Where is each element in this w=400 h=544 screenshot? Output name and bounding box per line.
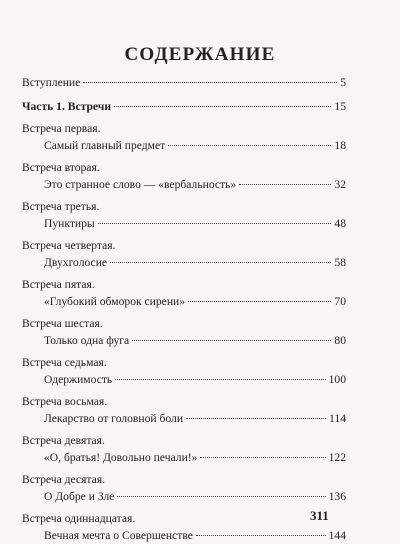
toc-meeting-heading: Встреча шестая. bbox=[22, 317, 103, 330]
toc-entry-label: Вступление bbox=[22, 76, 81, 89]
toc-meeting-title: Это странное слово — «вербальность» bbox=[44, 178, 237, 191]
spacer bbox=[22, 91, 346, 98]
toc-page-number: 80 bbox=[334, 334, 346, 347]
dot-leader bbox=[98, 223, 332, 224]
toc-meeting-entry bbox=[22, 432, 346, 466]
toc-meeting-title: Вечная мечта о Совершенстве bbox=[44, 529, 193, 542]
dot-leader bbox=[168, 145, 331, 146]
page-number: 311 bbox=[310, 508, 329, 523]
dot-leader bbox=[115, 379, 325, 380]
dot-leader bbox=[186, 418, 326, 419]
toc-page-number: 70 bbox=[334, 295, 346, 308]
toc-meeting-entry bbox=[22, 276, 346, 310]
toc-meeting-title: Лекарство от головной боли bbox=[44, 412, 184, 425]
toc-meeting-title: Только одна фуга bbox=[44, 334, 130, 347]
toc-meeting-entry bbox=[22, 354, 346, 388]
toc-page-number: 32 bbox=[334, 178, 346, 191]
toc-meeting-entry bbox=[22, 237, 346, 271]
toc-page-number: 144 bbox=[328, 529, 346, 542]
toc-meeting-entry bbox=[22, 315, 346, 349]
dot-leader bbox=[114, 106, 331, 107]
dot-leader bbox=[110, 262, 331, 263]
toc-meeting-row bbox=[22, 449, 346, 466]
dot-leader bbox=[239, 184, 331, 185]
toc-meeting-heading: Встреча пятая. bbox=[22, 278, 95, 291]
toc-meeting-row bbox=[22, 215, 346, 232]
toc-meeting-row bbox=[22, 137, 346, 154]
toc-meeting-title: О Добре и Зле bbox=[44, 490, 115, 503]
toc-meeting-entry bbox=[22, 120, 346, 154]
toc-meeting-title: «Глубокий обморок сирени» bbox=[44, 295, 186, 308]
toc-meeting-title: Одержимость bbox=[44, 373, 113, 386]
toc-meeting-row bbox=[22, 371, 346, 388]
toc-meeting-heading: Встреча восьмая. bbox=[22, 395, 108, 408]
toc-meeting-row bbox=[22, 293, 346, 310]
toc-page-number: 15 bbox=[334, 100, 346, 113]
toc-page-number: 58 bbox=[334, 256, 346, 269]
dot-leader bbox=[83, 82, 337, 83]
toc-meeting-title: Пунктиры bbox=[44, 217, 95, 230]
toc-meeting-title: Самый главный предмет bbox=[44, 139, 166, 152]
toc-meeting-row bbox=[22, 410, 346, 427]
toc-meeting-heading: Встреча десятая. bbox=[22, 473, 106, 486]
toc-meeting-entry bbox=[22, 198, 346, 232]
toc-meeting-entry bbox=[22, 471, 346, 505]
toc-meetings-list bbox=[22, 115, 346, 544]
dot-leader bbox=[132, 340, 331, 341]
toc-meeting-heading: Встреча первая. bbox=[22, 122, 101, 135]
toc-meeting-entry bbox=[22, 510, 346, 544]
toc-page-number: 5 bbox=[340, 76, 346, 89]
toc-meeting-heading: Встреча четвертая. bbox=[22, 239, 116, 252]
toc-meeting-row bbox=[22, 254, 346, 271]
toc-meeting-entry bbox=[22, 159, 346, 193]
dot-leader bbox=[200, 457, 325, 458]
table-of-contents bbox=[22, 74, 346, 544]
toc-entry-part bbox=[22, 98, 346, 115]
toc-meeting-heading: Встреча вторая. bbox=[22, 161, 100, 174]
toc-meeting-row bbox=[22, 527, 346, 544]
toc-part-label: Часть 1. Встречи bbox=[22, 100, 112, 113]
dot-leader bbox=[188, 301, 331, 302]
dot-leader bbox=[117, 496, 325, 497]
toc-meeting-row bbox=[22, 488, 346, 505]
toc-meeting-row bbox=[22, 176, 346, 193]
dot-leader bbox=[196, 535, 326, 536]
page-title: СОДЕРЖАНИЕ bbox=[124, 44, 276, 65]
toc-meeting-heading: Встреча седьмая. bbox=[22, 356, 107, 369]
toc-meeting-heading: Встреча девятая. bbox=[22, 434, 105, 447]
toc-page-number: 100 bbox=[328, 373, 346, 386]
toc-meeting-title: «О, братья! Довольно печали!» bbox=[44, 451, 198, 464]
toc-page-number: 114 bbox=[329, 412, 346, 425]
toc-page-number: 18 bbox=[334, 139, 346, 152]
toc-meeting-entry bbox=[22, 393, 346, 427]
toc-meeting-title: Двухголосие bbox=[44, 256, 108, 269]
toc-meeting-row bbox=[22, 332, 346, 349]
toc-page-number: 122 bbox=[328, 451, 346, 464]
toc-entry-intro bbox=[22, 74, 346, 91]
toc-page-number: 48 bbox=[334, 217, 346, 230]
toc-meeting-heading: Встреча третья. bbox=[22, 200, 100, 213]
toc-meeting-heading: Встреча одиннадцатая. bbox=[22, 512, 136, 525]
toc-page-number: 136 bbox=[328, 490, 346, 503]
